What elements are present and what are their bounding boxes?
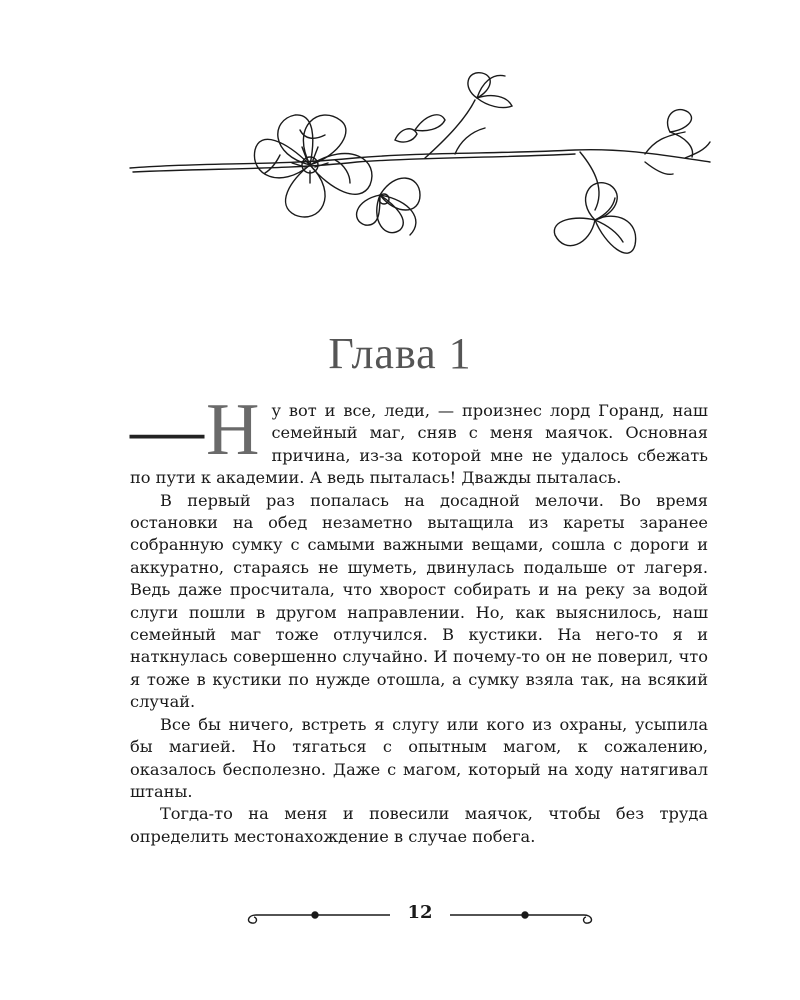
- chapter-body: [130, 389, 708, 848]
- page-number: 12: [407, 902, 433, 923]
- paragraph-text: у вот и все, леди, — произнес лорд Горанд, наш семейный маг, сняв с меня маячок. Основная причина, из-за которой мне не удалось сбежать по пути к академии. А ведь пыталась! Дважды пыталась.: [130, 401, 708, 488]
- paragraph: Тогда-то на меня и повесили маячок, чтобы без труда определить местонахождение в случае побега.: [130, 804, 708, 846]
- paragraph: В первый раз попалась на досадной мелочи. Во время остановки на обед незаметно вытащила из кареты заранее собранную сумку с самыми важными вещами, сошла с дороги и аккуратно, стараясь не шуметь, двинулась подальше от лагеря. Ведь даже просчитала, что хворост собирать и на реку за водой слуги пошли в другом направлении. Но, как выяснилось, наш семейный маг тоже отлучился. В кустики. На него-то я и наткнулась совершенно случайно. И почему-то он не поверил, что я тоже в кустики по нужде отошла, а сумку взяла так, на всякий случай.: [130, 490, 708, 712]
- flowering-branch-icon: [125, 70, 715, 270]
- dropcap-letter: Н: [206, 389, 260, 471]
- page-footer: [240, 900, 600, 930]
- first-paragraph: [130, 389, 708, 490]
- paragraph: Все бы ничего, встреть я слугу или кого из охраны, усыпила бы магией. Но тягаться с опытным магом, к сожалению, оказалось бесполезно. Даже с магом, который на ходу натягивал штаны.: [130, 714, 708, 801]
- chapter-title: Глава 1: [328, 329, 472, 378]
- dropcap-dash: —: [130, 389, 204, 471]
